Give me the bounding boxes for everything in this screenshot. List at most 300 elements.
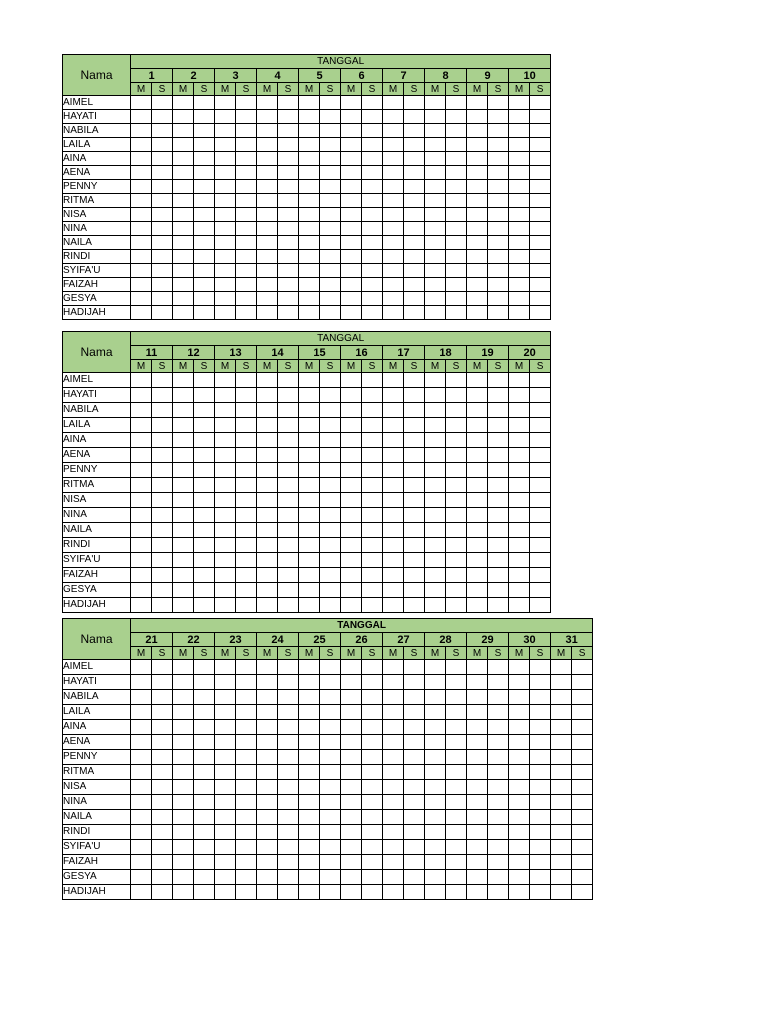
attendance-cell[interactable] — [215, 152, 236, 166]
attendance-cell[interactable] — [257, 138, 278, 152]
attendance-cell[interactable] — [152, 403, 173, 418]
attendance-cell[interactable] — [173, 660, 194, 675]
attendance-cell[interactable] — [341, 675, 362, 690]
attendance-cell[interactable] — [572, 735, 593, 750]
attendance-cell[interactable] — [467, 250, 488, 264]
attendance-cell[interactable] — [446, 750, 467, 765]
attendance-cell[interactable] — [446, 598, 467, 613]
attendance-cell[interactable] — [446, 508, 467, 523]
attendance-cell[interactable] — [446, 780, 467, 795]
attendance-cell[interactable] — [425, 735, 446, 750]
attendance-cell[interactable] — [488, 208, 509, 222]
attendance-cell[interactable] — [152, 152, 173, 166]
attendance-cell[interactable] — [152, 433, 173, 448]
attendance-cell[interactable] — [236, 598, 257, 613]
attendance-cell[interactable] — [257, 568, 278, 583]
attendance-cell[interactable] — [383, 508, 404, 523]
attendance-cell[interactable] — [425, 433, 446, 448]
attendance-cell[interactable] — [215, 388, 236, 403]
attendance-cell[interactable] — [215, 250, 236, 264]
attendance-cell[interactable] — [446, 705, 467, 720]
attendance-cell[interactable] — [173, 250, 194, 264]
attendance-cell[interactable] — [530, 306, 551, 320]
attendance-cell[interactable] — [488, 690, 509, 705]
attendance-cell[interactable] — [341, 690, 362, 705]
attendance-cell[interactable] — [278, 478, 299, 493]
attendance-cell[interactable] — [320, 538, 341, 553]
attendance-cell[interactable] — [467, 735, 488, 750]
attendance-cell[interactable] — [320, 660, 341, 675]
attendance-cell[interactable] — [488, 583, 509, 598]
attendance-cell[interactable] — [551, 885, 572, 900]
attendance-cell[interactable] — [425, 403, 446, 418]
attendance-cell[interactable] — [467, 690, 488, 705]
attendance-cell[interactable] — [383, 388, 404, 403]
attendance-cell[interactable] — [152, 96, 173, 110]
attendance-cell[interactable] — [194, 478, 215, 493]
attendance-cell[interactable] — [362, 660, 383, 675]
attendance-cell[interactable] — [383, 568, 404, 583]
attendance-cell[interactable] — [152, 180, 173, 194]
attendance-cell[interactable] — [299, 840, 320, 855]
attendance-cell[interactable] — [194, 138, 215, 152]
attendance-cell[interactable] — [530, 208, 551, 222]
attendance-cell[interactable] — [530, 124, 551, 138]
attendance-cell[interactable] — [488, 433, 509, 448]
attendance-cell[interactable] — [341, 418, 362, 433]
attendance-cell[interactable] — [299, 523, 320, 538]
attendance-cell[interactable] — [446, 855, 467, 870]
attendance-cell[interactable] — [152, 870, 173, 885]
attendance-cell[interactable] — [131, 493, 152, 508]
attendance-cell[interactable] — [341, 765, 362, 780]
attendance-cell[interactable] — [320, 750, 341, 765]
attendance-cell[interactable] — [446, 660, 467, 675]
attendance-cell[interactable] — [320, 250, 341, 264]
attendance-cell[interactable] — [509, 508, 530, 523]
attendance-cell[interactable] — [215, 870, 236, 885]
attendance-cell[interactable] — [362, 236, 383, 250]
attendance-cell[interactable] — [152, 855, 173, 870]
attendance-cell[interactable] — [425, 690, 446, 705]
attendance-cell[interactable] — [446, 493, 467, 508]
attendance-cell[interactable] — [488, 508, 509, 523]
attendance-cell[interactable] — [404, 152, 425, 166]
attendance-cell[interactable] — [173, 373, 194, 388]
attendance-cell[interactable] — [404, 855, 425, 870]
attendance-cell[interactable] — [425, 493, 446, 508]
attendance-cell[interactable] — [173, 870, 194, 885]
attendance-cell[interactable] — [299, 448, 320, 463]
attendance-cell[interactable] — [320, 885, 341, 900]
attendance-cell[interactable] — [257, 110, 278, 124]
attendance-cell[interactable] — [404, 690, 425, 705]
attendance-cell[interactable] — [152, 373, 173, 388]
attendance-cell[interactable] — [236, 705, 257, 720]
attendance-cell[interactable] — [488, 96, 509, 110]
attendance-cell[interactable] — [362, 523, 383, 538]
attendance-cell[interactable] — [215, 403, 236, 418]
attendance-cell[interactable] — [446, 523, 467, 538]
attendance-cell[interactable] — [257, 264, 278, 278]
attendance-cell[interactable] — [299, 264, 320, 278]
attendance-cell[interactable] — [509, 478, 530, 493]
attendance-cell[interactable] — [467, 840, 488, 855]
attendance-cell[interactable] — [341, 705, 362, 720]
attendance-cell[interactable] — [425, 795, 446, 810]
attendance-cell[interactable] — [404, 750, 425, 765]
attendance-cell[interactable] — [257, 780, 278, 795]
attendance-cell[interactable] — [446, 250, 467, 264]
attendance-cell[interactable] — [320, 720, 341, 735]
attendance-cell[interactable] — [278, 780, 299, 795]
attendance-cell[interactable] — [509, 110, 530, 124]
attendance-cell[interactable] — [530, 735, 551, 750]
attendance-cell[interactable] — [194, 870, 215, 885]
attendance-cell[interactable] — [467, 278, 488, 292]
attendance-cell[interactable] — [173, 840, 194, 855]
attendance-cell[interactable] — [383, 583, 404, 598]
attendance-cell[interactable] — [194, 705, 215, 720]
attendance-cell[interactable] — [467, 194, 488, 208]
attendance-cell[interactable] — [404, 765, 425, 780]
attendance-cell[interactable] — [467, 152, 488, 166]
attendance-cell[interactable] — [299, 720, 320, 735]
attendance-cell[interactable] — [320, 568, 341, 583]
attendance-cell[interactable] — [383, 373, 404, 388]
attendance-cell[interactable] — [467, 306, 488, 320]
attendance-cell[interactable] — [299, 870, 320, 885]
attendance-cell[interactable] — [551, 750, 572, 765]
attendance-cell[interactable] — [341, 660, 362, 675]
attendance-cell[interactable] — [278, 278, 299, 292]
attendance-cell[interactable] — [215, 478, 236, 493]
attendance-cell[interactable] — [215, 166, 236, 180]
attendance-cell[interactable] — [236, 583, 257, 598]
attendance-cell[interactable] — [530, 508, 551, 523]
attendance-cell[interactable] — [383, 418, 404, 433]
attendance-cell[interactable] — [152, 598, 173, 613]
attendance-cell[interactable] — [173, 433, 194, 448]
attendance-cell[interactable] — [257, 180, 278, 194]
attendance-cell[interactable] — [446, 292, 467, 306]
attendance-cell[interactable] — [383, 705, 404, 720]
attendance-cell[interactable] — [215, 523, 236, 538]
attendance-cell[interactable] — [341, 222, 362, 236]
attendance-cell[interactable] — [236, 250, 257, 264]
attendance-cell[interactable] — [278, 855, 299, 870]
attendance-cell[interactable] — [320, 855, 341, 870]
attendance-cell[interactable] — [257, 690, 278, 705]
attendance-cell[interactable] — [299, 180, 320, 194]
attendance-cell[interactable] — [446, 675, 467, 690]
attendance-cell[interactable] — [404, 208, 425, 222]
attendance-cell[interactable] — [173, 538, 194, 553]
attendance-cell[interactable] — [488, 180, 509, 194]
attendance-cell[interactable] — [215, 780, 236, 795]
attendance-cell[interactable] — [131, 236, 152, 250]
attendance-cell[interactable] — [257, 735, 278, 750]
attendance-cell[interactable] — [278, 825, 299, 840]
attendance-cell[interactable] — [425, 855, 446, 870]
attendance-cell[interactable] — [362, 250, 383, 264]
attendance-cell[interactable] — [131, 675, 152, 690]
attendance-cell[interactable] — [215, 750, 236, 765]
attendance-cell[interactable] — [467, 433, 488, 448]
attendance-cell[interactable] — [257, 306, 278, 320]
attendance-cell[interactable] — [425, 124, 446, 138]
attendance-cell[interactable] — [530, 403, 551, 418]
attendance-cell[interactable] — [236, 478, 257, 493]
attendance-cell[interactable] — [131, 208, 152, 222]
attendance-cell[interactable] — [152, 553, 173, 568]
attendance-cell[interactable] — [446, 222, 467, 236]
attendance-cell[interactable] — [488, 418, 509, 433]
attendance-cell[interactable] — [383, 810, 404, 825]
attendance-cell[interactable] — [425, 840, 446, 855]
attendance-cell[interactable] — [425, 463, 446, 478]
attendance-cell[interactable] — [173, 264, 194, 278]
attendance-cell[interactable] — [152, 493, 173, 508]
attendance-cell[interactable] — [320, 448, 341, 463]
attendance-cell[interactable] — [278, 96, 299, 110]
attendance-cell[interactable] — [467, 523, 488, 538]
attendance-cell[interactable] — [320, 810, 341, 825]
attendance-cell[interactable] — [446, 553, 467, 568]
attendance-cell[interactable] — [425, 264, 446, 278]
attendance-cell[interactable] — [320, 194, 341, 208]
attendance-cell[interactable] — [173, 208, 194, 222]
attendance-cell[interactable] — [341, 795, 362, 810]
attendance-cell[interactable] — [488, 735, 509, 750]
attendance-cell[interactable] — [446, 306, 467, 320]
attendance-cell[interactable] — [341, 598, 362, 613]
attendance-cell[interactable] — [341, 885, 362, 900]
attendance-cell[interactable] — [173, 96, 194, 110]
attendance-cell[interactable] — [194, 583, 215, 598]
attendance-cell[interactable] — [509, 194, 530, 208]
attendance-cell[interactable] — [215, 110, 236, 124]
attendance-cell[interactable] — [236, 735, 257, 750]
attendance-cell[interactable] — [341, 138, 362, 152]
attendance-cell[interactable] — [194, 194, 215, 208]
attendance-cell[interactable] — [131, 306, 152, 320]
attendance-cell[interactable] — [173, 152, 194, 166]
attendance-cell[interactable] — [236, 306, 257, 320]
attendance-cell[interactable] — [173, 690, 194, 705]
attendance-cell[interactable] — [257, 433, 278, 448]
attendance-cell[interactable] — [488, 110, 509, 124]
attendance-cell[interactable] — [278, 508, 299, 523]
attendance-cell[interactable] — [362, 870, 383, 885]
attendance-cell[interactable] — [173, 720, 194, 735]
attendance-cell[interactable] — [194, 278, 215, 292]
attendance-cell[interactable] — [362, 840, 383, 855]
attendance-cell[interactable] — [551, 780, 572, 795]
attendance-cell[interactable] — [446, 152, 467, 166]
attendance-cell[interactable] — [278, 306, 299, 320]
attendance-cell[interactable] — [131, 250, 152, 264]
attendance-cell[interactable] — [362, 493, 383, 508]
attendance-cell[interactable] — [341, 306, 362, 320]
attendance-cell[interactable] — [236, 750, 257, 765]
attendance-cell[interactable] — [152, 750, 173, 765]
attendance-cell[interactable] — [530, 152, 551, 166]
attendance-cell[interactable] — [257, 825, 278, 840]
attendance-cell[interactable] — [488, 306, 509, 320]
attendance-cell[interactable] — [278, 795, 299, 810]
attendance-cell[interactable] — [530, 194, 551, 208]
attendance-cell[interactable] — [152, 795, 173, 810]
attendance-cell[interactable] — [194, 840, 215, 855]
attendance-cell[interactable] — [341, 583, 362, 598]
attendance-cell[interactable] — [173, 705, 194, 720]
attendance-cell[interactable] — [383, 870, 404, 885]
attendance-cell[interactable] — [320, 463, 341, 478]
attendance-cell[interactable] — [278, 750, 299, 765]
attendance-cell[interactable] — [257, 250, 278, 264]
attendance-cell[interactable] — [341, 840, 362, 855]
attendance-cell[interactable] — [362, 208, 383, 222]
attendance-cell[interactable] — [383, 166, 404, 180]
attendance-cell[interactable] — [152, 208, 173, 222]
attendance-cell[interactable] — [152, 236, 173, 250]
attendance-cell[interactable] — [383, 236, 404, 250]
attendance-cell[interactable] — [236, 720, 257, 735]
attendance-cell[interactable] — [194, 750, 215, 765]
attendance-cell[interactable] — [446, 810, 467, 825]
attendance-cell[interactable] — [362, 690, 383, 705]
attendance-cell[interactable] — [236, 523, 257, 538]
attendance-cell[interactable] — [446, 110, 467, 124]
attendance-cell[interactable] — [278, 810, 299, 825]
attendance-cell[interactable] — [236, 855, 257, 870]
attendance-cell[interactable] — [173, 825, 194, 840]
attendance-cell[interactable] — [278, 373, 299, 388]
attendance-cell[interactable] — [572, 765, 593, 780]
attendance-cell[interactable] — [257, 418, 278, 433]
attendance-cell[interactable] — [320, 795, 341, 810]
attendance-cell[interactable] — [425, 810, 446, 825]
attendance-cell[interactable] — [215, 463, 236, 478]
attendance-cell[interactable] — [299, 568, 320, 583]
attendance-cell[interactable] — [467, 403, 488, 418]
attendance-cell[interactable] — [362, 306, 383, 320]
attendance-cell[interactable] — [215, 598, 236, 613]
attendance-cell[interactable] — [362, 96, 383, 110]
attendance-cell[interactable] — [530, 825, 551, 840]
attendance-cell[interactable] — [509, 870, 530, 885]
attendance-cell[interactable] — [131, 538, 152, 553]
attendance-cell[interactable] — [173, 448, 194, 463]
attendance-cell[interactable] — [509, 292, 530, 306]
attendance-cell[interactable] — [299, 660, 320, 675]
attendance-cell[interactable] — [362, 508, 383, 523]
attendance-cell[interactable] — [467, 598, 488, 613]
attendance-cell[interactable] — [194, 306, 215, 320]
attendance-cell[interactable] — [404, 825, 425, 840]
attendance-cell[interactable] — [404, 250, 425, 264]
attendance-cell[interactable] — [194, 264, 215, 278]
attendance-cell[interactable] — [152, 250, 173, 264]
attendance-cell[interactable] — [404, 675, 425, 690]
attendance-cell[interactable] — [509, 855, 530, 870]
attendance-cell[interactable] — [320, 264, 341, 278]
attendance-cell[interactable] — [152, 765, 173, 780]
attendance-cell[interactable] — [278, 250, 299, 264]
attendance-cell[interactable] — [131, 373, 152, 388]
attendance-cell[interactable] — [404, 292, 425, 306]
attendance-cell[interactable] — [152, 538, 173, 553]
attendance-cell[interactable] — [467, 885, 488, 900]
attendance-cell[interactable] — [215, 553, 236, 568]
attendance-cell[interactable] — [446, 194, 467, 208]
attendance-cell[interactable] — [467, 780, 488, 795]
attendance-cell[interactable] — [215, 493, 236, 508]
attendance-cell[interactable] — [509, 720, 530, 735]
attendance-cell[interactable] — [467, 810, 488, 825]
attendance-cell[interactable] — [362, 166, 383, 180]
attendance-cell[interactable] — [236, 810, 257, 825]
attendance-cell[interactable] — [152, 478, 173, 493]
attendance-cell[interactable] — [467, 568, 488, 583]
attendance-cell[interactable] — [467, 765, 488, 780]
attendance-cell[interactable] — [236, 508, 257, 523]
attendance-cell[interactable] — [425, 583, 446, 598]
attendance-cell[interactable] — [257, 705, 278, 720]
attendance-cell[interactable] — [236, 885, 257, 900]
attendance-cell[interactable] — [467, 660, 488, 675]
attendance-cell[interactable] — [215, 810, 236, 825]
attendance-cell[interactable] — [257, 538, 278, 553]
attendance-cell[interactable] — [257, 222, 278, 236]
attendance-cell[interactable] — [341, 493, 362, 508]
attendance-cell[interactable] — [467, 264, 488, 278]
attendance-cell[interactable] — [572, 750, 593, 765]
attendance-cell[interactable] — [320, 870, 341, 885]
attendance-cell[interactable] — [131, 765, 152, 780]
attendance-cell[interactable] — [173, 735, 194, 750]
attendance-cell[interactable] — [194, 508, 215, 523]
attendance-cell[interactable] — [236, 124, 257, 138]
attendance-cell[interactable] — [551, 735, 572, 750]
attendance-cell[interactable] — [530, 553, 551, 568]
attendance-cell[interactable] — [131, 463, 152, 478]
attendance-cell[interactable] — [299, 705, 320, 720]
attendance-cell[interactable] — [383, 306, 404, 320]
attendance-cell[interactable] — [467, 96, 488, 110]
attendance-cell[interactable] — [173, 780, 194, 795]
attendance-cell[interactable] — [278, 493, 299, 508]
attendance-cell[interactable] — [236, 690, 257, 705]
attendance-cell[interactable] — [236, 433, 257, 448]
attendance-cell[interactable] — [362, 765, 383, 780]
attendance-cell[interactable] — [194, 292, 215, 306]
attendance-cell[interactable] — [152, 306, 173, 320]
attendance-cell[interactable] — [215, 194, 236, 208]
attendance-cell[interactable] — [299, 138, 320, 152]
attendance-cell[interactable] — [530, 96, 551, 110]
attendance-cell[interactable] — [383, 553, 404, 568]
attendance-cell[interactable] — [446, 388, 467, 403]
attendance-cell[interactable] — [467, 110, 488, 124]
attendance-cell[interactable] — [425, 166, 446, 180]
attendance-cell[interactable] — [362, 433, 383, 448]
attendance-cell[interactable] — [320, 583, 341, 598]
attendance-cell[interactable] — [215, 765, 236, 780]
attendance-cell[interactable] — [299, 463, 320, 478]
attendance-cell[interactable] — [215, 538, 236, 553]
